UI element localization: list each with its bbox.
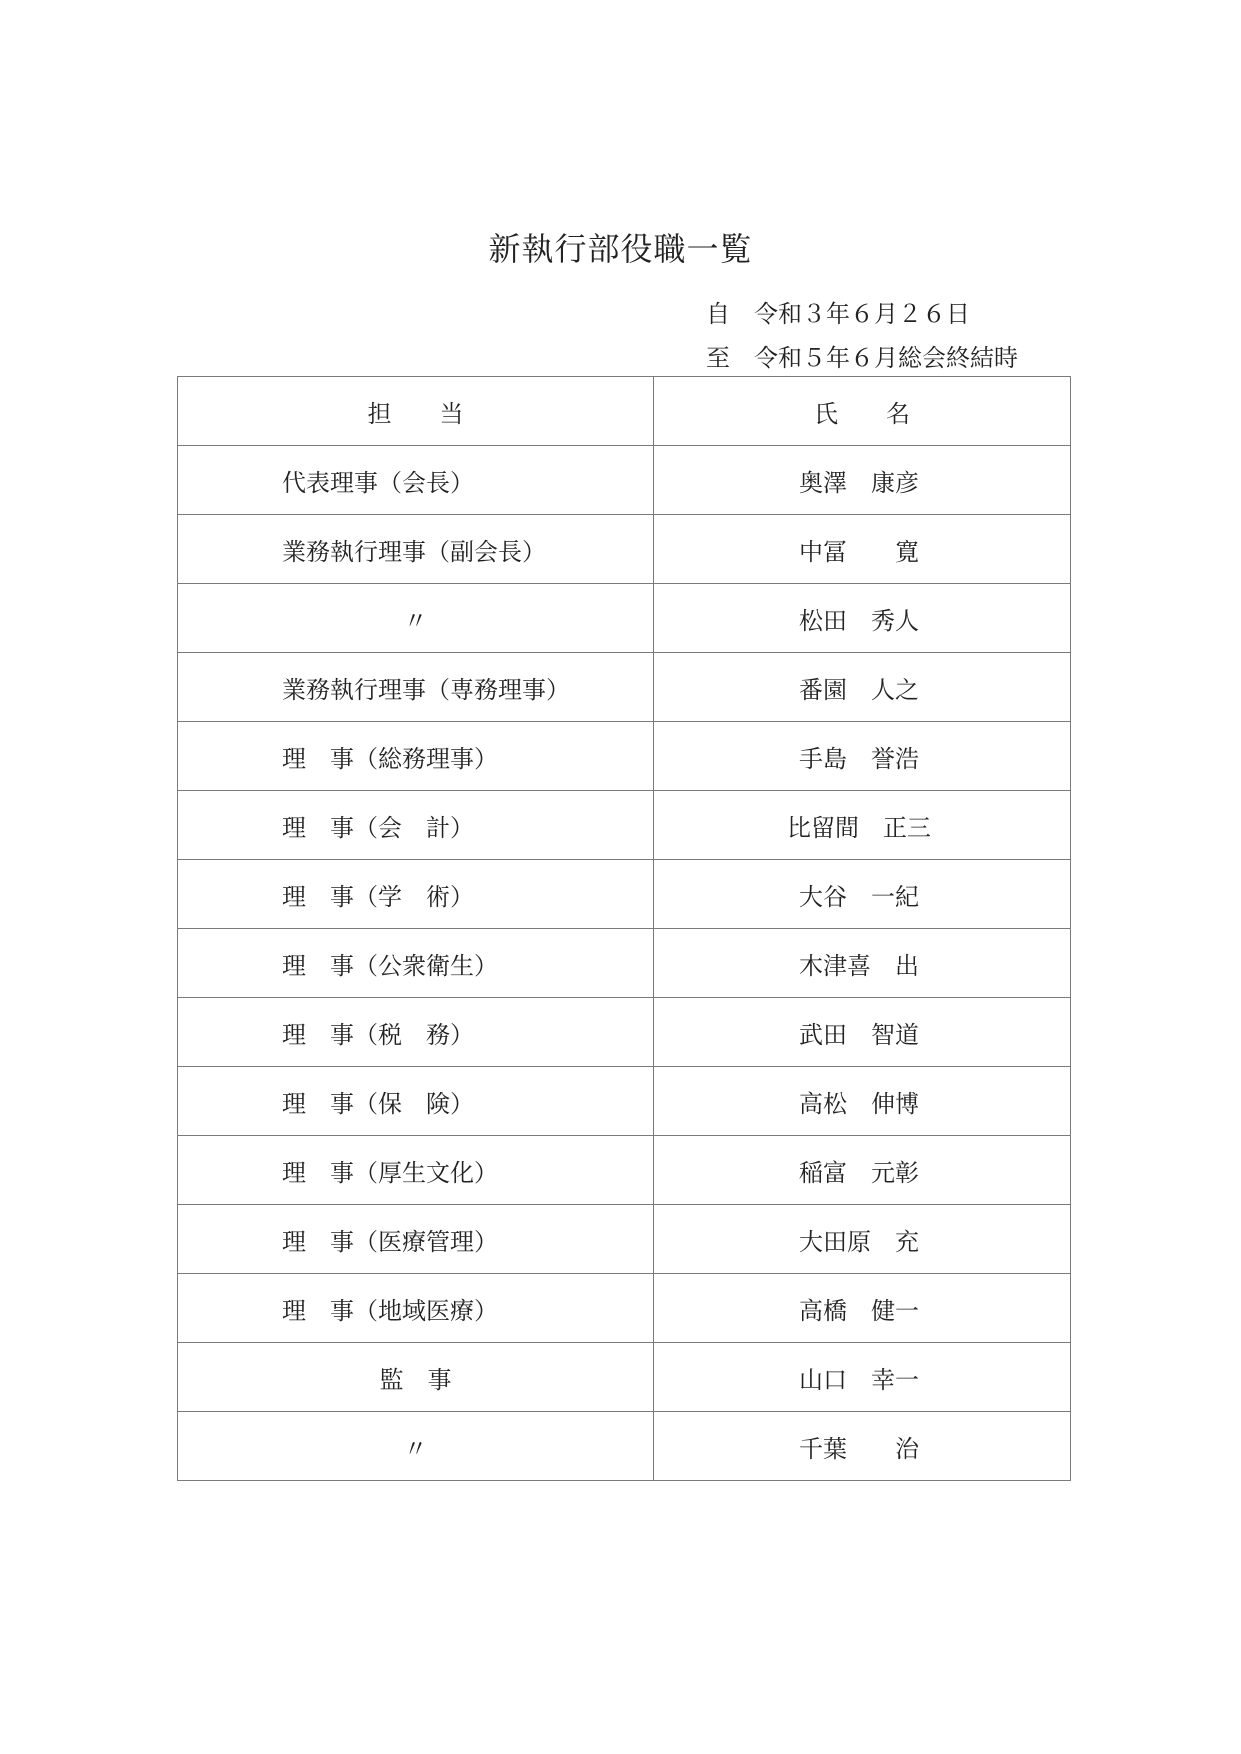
- role-cell: 〃: [178, 1412, 654, 1481]
- name-cell: 武田 智道: [654, 998, 1071, 1067]
- role-cell: 理 事（税 務）: [178, 998, 654, 1067]
- table-row: [178, 1067, 1071, 1136]
- name-cell: 奥澤 康彦: [654, 446, 1071, 515]
- role-cell: 理 事（学 術）: [178, 860, 654, 929]
- table-row: [178, 1205, 1071, 1274]
- role-cell: 業務執行理事（専務理事）: [178, 653, 654, 722]
- role-cell: 〃: [178, 584, 654, 653]
- table-row: [178, 446, 1071, 515]
- table-row: [178, 515, 1071, 584]
- table-row: [178, 653, 1071, 722]
- term-end: 至 令和５年６月総会終結時: [706, 344, 1018, 372]
- table-row: [178, 860, 1071, 929]
- officer-table: [177, 376, 1071, 1481]
- term-start: 自 令和３年６月２６日: [706, 300, 970, 328]
- name-cell: 木津喜 出: [654, 929, 1071, 998]
- role-cell: 理 事（総務理事）: [178, 722, 654, 791]
- name-cell: 比留間 正三: [654, 791, 1071, 860]
- table-row: [178, 1343, 1071, 1412]
- name-cell: 松田 秀人: [654, 584, 1071, 653]
- table-row: [178, 1412, 1071, 1481]
- table-row: [178, 1136, 1071, 1205]
- table-row: [178, 929, 1071, 998]
- table-row: [178, 791, 1071, 860]
- table-header-row: [178, 377, 1071, 446]
- role-cell: 理 事（地域医療）: [178, 1274, 654, 1343]
- name-cell: 山口 幸一: [654, 1343, 1071, 1412]
- table-row: [178, 584, 1071, 653]
- name-cell: 番園 人之: [654, 653, 1071, 722]
- name-cell: 大谷 一紀: [654, 860, 1071, 929]
- table-row: [178, 1274, 1071, 1343]
- role-cell: 監 事: [178, 1343, 654, 1412]
- role-cell: 理 事（厚生文化）: [178, 1136, 654, 1205]
- header-role: 担 当: [178, 377, 654, 446]
- name-cell: 中冨 寛: [654, 515, 1071, 584]
- role-cell: 代表理事（会長）: [178, 446, 654, 515]
- name-cell: 大田原 充: [654, 1205, 1071, 1274]
- name-cell: 高橋 健一: [654, 1274, 1071, 1343]
- table-row: [178, 722, 1071, 791]
- role-cell: 理 事（医療管理）: [178, 1205, 654, 1274]
- name-cell: 高松 伸博: [654, 1067, 1071, 1136]
- name-cell: 稲富 元彰: [654, 1136, 1071, 1205]
- role-cell: 理 事（公衆衛生）: [178, 929, 654, 998]
- role-cell: 業務執行理事（副会長）: [178, 515, 654, 584]
- role-cell: 理 事（会 計）: [178, 791, 654, 860]
- role-cell: 理 事（保 険）: [178, 1067, 654, 1136]
- table-row: [178, 998, 1071, 1067]
- name-cell: 手島 誉浩: [654, 722, 1071, 791]
- header-name: 氏 名: [654, 377, 1071, 446]
- page-title: 新執行部役職一覧: [488, 230, 753, 268]
- name-cell: 千葉 治: [654, 1412, 1071, 1481]
